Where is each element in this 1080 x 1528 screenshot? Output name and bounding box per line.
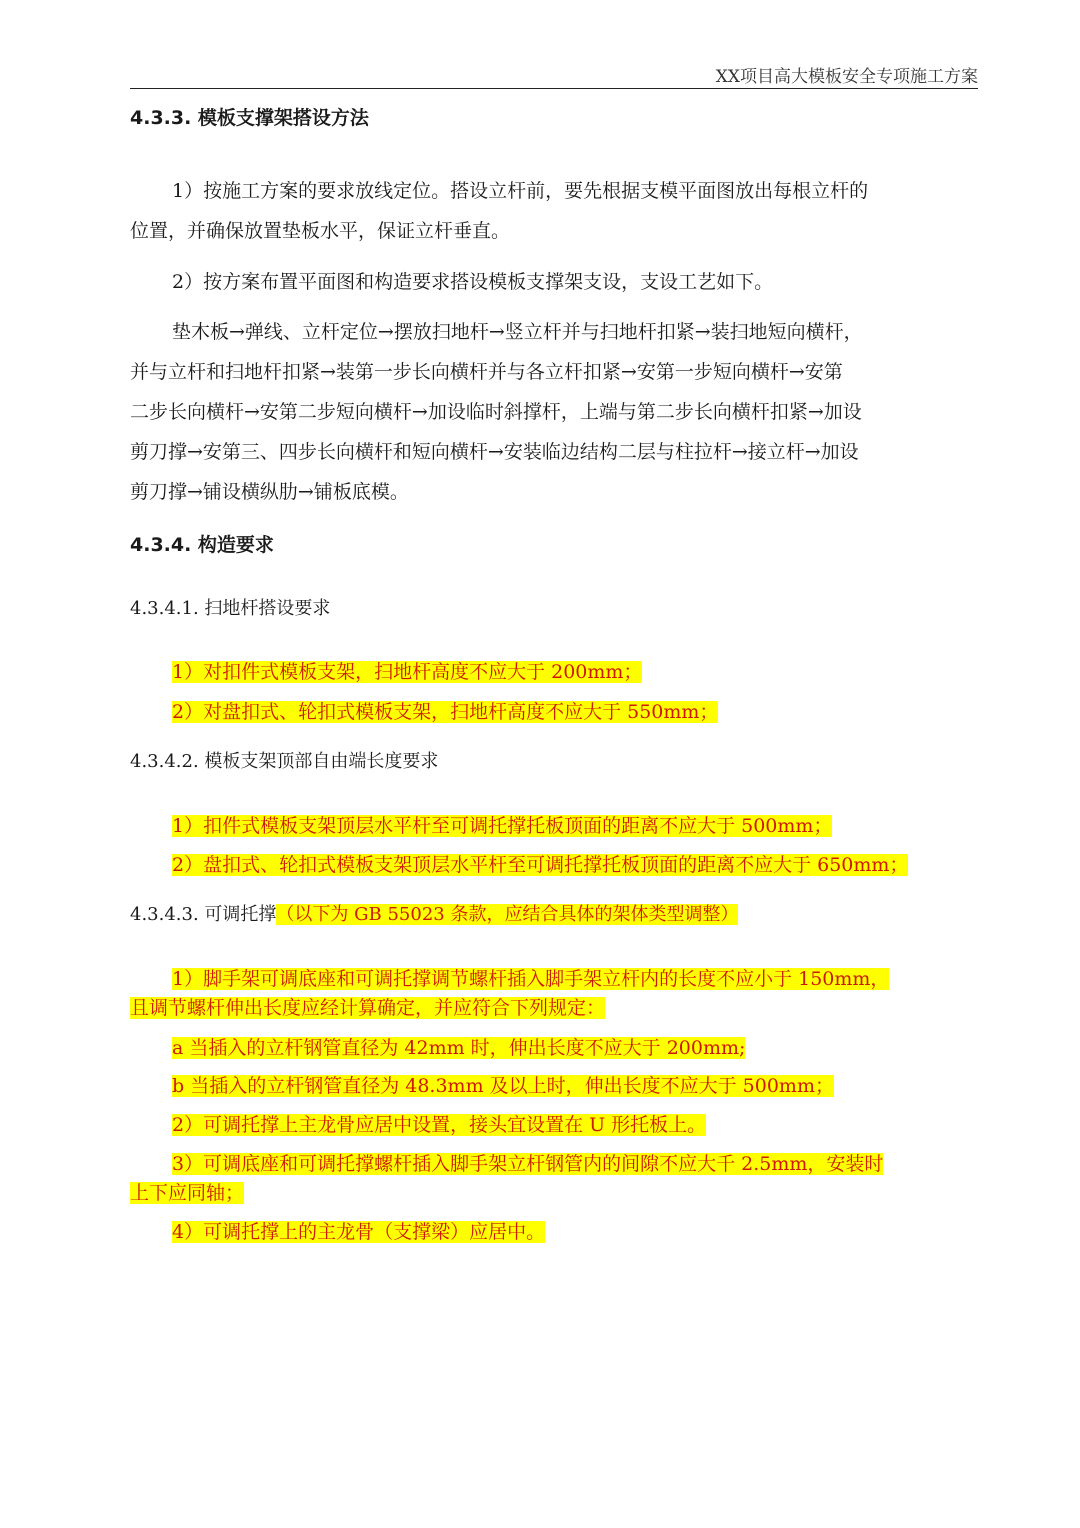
paragraph-1-line-1: 1）按施工方案的要求放线定位。搭设立杆前，要先根据支模平面图放出每根立杆的 (172, 180, 869, 202)
page-header: XX项目高大模板安全专项施工方案 (715, 67, 978, 87)
section-heading-4-3-3: 4.3.3. 模板支撑架搭设方法 (130, 107, 369, 129)
adjustable-support-item-1a: a 当插入的立杆钢管直径为 42mm 时，伸出长度不应大于 200mm; (172, 1037, 746, 1059)
gb-clause-note: （以下为 GB 55023 条款，应结合具体的架体类型调整） (276, 904, 739, 925)
paragraph-3-line-3: 二步长向横杆→安第二步短向横杆→加设临时斜撑杆，上端与第二步长向横杆扣紧→加设 (130, 401, 862, 423)
adjustable-support-item-1-line-2: 且调节螺杆伸出长度应经计算确定，并应符合下列规定： (130, 997, 606, 1019)
adjustable-support-item-4: 4）可调托撑上的主龙骨（支撑梁）应居中。 (172, 1221, 546, 1243)
subsection-title-4-3-4-1: 4.3.4.1. 扫地杆搭设要求 (130, 598, 331, 619)
header-rule (130, 88, 978, 89)
section-heading-4-3-4: 4.3.4. 构造要求 (130, 534, 274, 556)
sweep-rod-item-1: 1）对扣件式模板支架，扫地杆高度不应大于 200mm； (172, 661, 643, 683)
subsection-title-4-3-4-2: 4.3.4.2. 模板支架顶部自由端长度要求 (130, 751, 439, 772)
sweep-rod-item-2: 2）对盘扣式、轮扣式模板支架，扫地杆高度不应大于 550mm； (172, 701, 719, 723)
adjustable-support-item-3-line-1: 3）可调底座和可调托撑螺杆插入脚手架立杆钢管内的间隙不应大千 2.5mm，安装时 (172, 1153, 884, 1175)
free-end-item-1: 1）扣件式模板支架顶层水平杆至可调托撑托板顶面的距离不应大于 500mm； (172, 815, 833, 837)
paragraph-2: 2）按方案布置平面图和构造要求搭设模板支撑架支设，支设工艺如下。 (172, 271, 774, 293)
adjustable-support-item-1-line-1: 1）脚手架可调底座和可调托撑调节螺杆插入脚手架立杆内的长度不应小于 150mm， (172, 968, 890, 990)
paragraph-3-line-2: 并与立杆和扫地杆扣紧→装第一步长向横杆并与各立杆扣紧→安第一步短向横杆→安第 (130, 361, 843, 383)
paragraph-3-line-1: 垫木板→弹线、立杆定位→摆放扫地杆→竖立杆并与扫地杆扣紧→装扫地短向横杆， (172, 321, 863, 343)
adjustable-support-item-3-line-2: 上下应同轴； (130, 1182, 245, 1204)
adjustable-support-item-1b: b 当插入的立杆钢管直径为 48.3mm 及以上时，伸出长度不应大于 500mm； (172, 1075, 834, 1097)
subsection-title-4-3-4-3: 4.3.4.3. 可调托撑（以下为 GB 55023 条款，应结合具体的架体类型调整） (130, 904, 739, 925)
free-end-item-2: 2）盘扣式、轮扣式模板支架顶层水平杆至可调托撑托板顶面的距离不应大于 650mm； (172, 854, 909, 876)
paragraph-3-line-4: 剪刀撑→安第三、四步长向横杆和短向横杆→安装临边结构二层与柱拉杆→接立杆→加设 (130, 441, 859, 463)
adjustable-support-item-2: 2）可调托撑上主龙骨应居中设置，接头宜设置在 U 形托板上。 (172, 1114, 707, 1136)
paragraph-1-line-2: 位置，并确保放置垫板水平，保证立杆垂直。 (130, 220, 511, 242)
paragraph-3-line-5: 剪刀撑→铺设横纵肋→铺板底模。 (130, 481, 409, 503)
